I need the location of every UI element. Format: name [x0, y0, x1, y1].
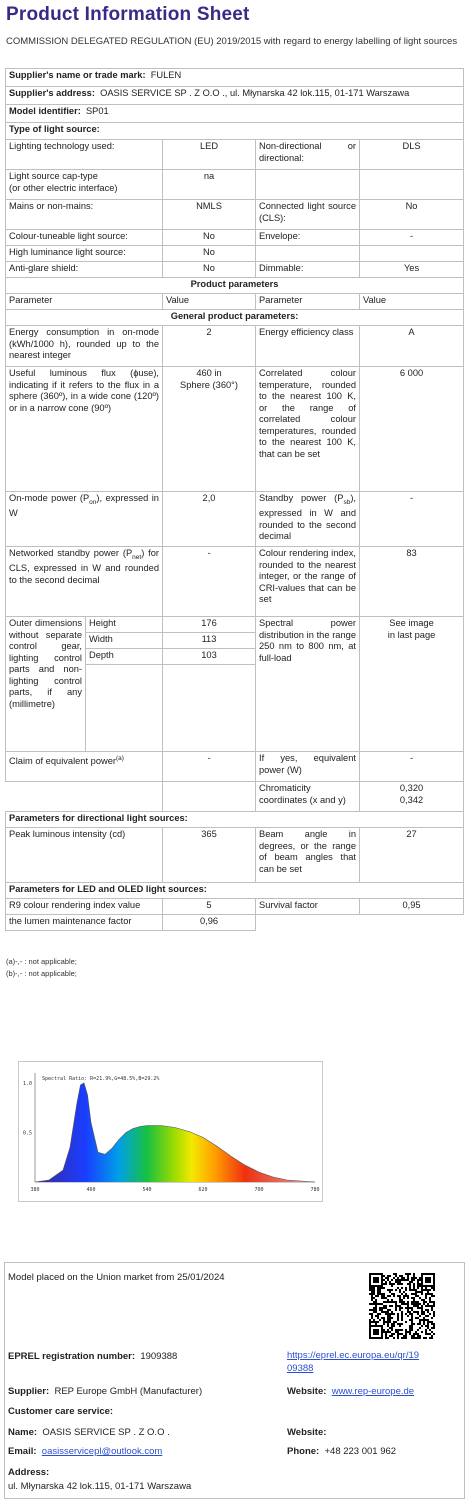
colour-rendering-value: 83	[360, 547, 464, 617]
mains-label: Mains or non-mains:	[6, 200, 163, 230]
on-mode-power-subscript: on	[89, 498, 97, 506]
customer-care-heading: Customer care service:	[8, 1406, 114, 1417]
supplier-row	[8, 1386, 202, 1397]
on-mode-power-text-end: ), expressed in W	[9, 493, 159, 519]
col-header-parameter: Parameter	[6, 294, 163, 310]
supplier-name-label: Supplier's name or trade mark:	[9, 70, 146, 80]
qr-code-icon[interactable]	[369, 1273, 435, 1339]
regulation-subtitle: COMMISSION DELEGATED REGULATION (EU) 2019/2015 with regard to energy labelling of light sources	[6, 36, 458, 47]
networked-standby-subscript: net	[132, 553, 142, 561]
equivalent-power-claim-label	[6, 752, 163, 782]
dimmable-label: Dimmable:	[256, 262, 360, 278]
standby-power-value: -	[360, 492, 464, 547]
directional-value: DLS	[360, 140, 464, 170]
model-identifier-label: Model identifier:	[9, 106, 81, 116]
empty-cell	[256, 246, 360, 262]
energy-class-value: A	[360, 326, 464, 367]
on-mode-power-label	[6, 492, 163, 547]
standby-power-text-end: ), expressed in W and rounded to the second decimal	[259, 493, 356, 542]
width-value: 113	[163, 633, 256, 649]
supplier-address-label: Supplier's address:	[9, 88, 95, 98]
cap-type-label-line2: (or other electric interface)	[9, 182, 118, 193]
care-address-value: ul. Młynarska 42 lok.115, 01-171 Warszawa	[8, 1481, 192, 1492]
website-row	[287, 1386, 414, 1397]
y-tick-label: 0.5	[22, 1130, 32, 1137]
empty-cell	[86, 665, 163, 752]
cap-type-label	[6, 170, 163, 200]
eprel-value: 1909388	[140, 1351, 178, 1362]
model-identifier-row	[6, 105, 464, 123]
empty-cell	[360, 915, 464, 931]
beam-angle-value: 27	[360, 828, 464, 883]
survival-factor-label: Survival factor	[256, 899, 360, 915]
empty-cell	[360, 170, 464, 200]
equivalent-power-value: -	[360, 752, 464, 782]
cls-value: No	[360, 200, 464, 230]
envelope-value: -	[360, 230, 464, 246]
spectral-distribution-value-line2: in last page	[387, 629, 436, 640]
empty-cell	[360, 246, 464, 262]
y-tick-label: 1.0	[22, 1080, 32, 1087]
standby-power-label	[256, 492, 360, 547]
general-parameters-heading: General product parameters:	[6, 310, 464, 326]
networked-standby-label	[6, 547, 163, 617]
care-email-link[interactable]: oasisservicepl@outlook.com	[41, 1446, 163, 1457]
high-luminance-value: No	[163, 246, 256, 262]
cap-type-label-line1: Light source cap-type	[9, 171, 98, 181]
x-tick-label: 700	[254, 1187, 264, 1193]
luminous-flux-value-line2: Sphere (360°)	[180, 379, 238, 390]
spectral-chart	[18, 1061, 323, 1202]
directional-parameters-heading: Parameters for directional light sources:	[6, 812, 464, 828]
care-email-row	[8, 1446, 162, 1457]
luminous-flux-value-line1: 460 in	[196, 368, 222, 378]
height-label: Height	[86, 617, 163, 633]
model-identifier-value: SP01	[85, 106, 109, 116]
networked-standby-value: -	[163, 547, 256, 617]
supplier-value: REP Europe GmbH (Manufacturer)	[54, 1386, 203, 1397]
lighting-technology-label: Lighting technology used:	[6, 140, 163, 170]
empty-cell	[6, 782, 163, 812]
empty-cell	[256, 170, 360, 200]
on-mode-power-text: On-mode power (P	[9, 493, 90, 503]
lumen-maintenance-label: the lumen maintenance factor	[6, 915, 163, 931]
col-header-value: Value	[163, 294, 256, 310]
supplier-address-value: OASIS SERVICE SP . Z O.O ., ul. Młynarska 42 lok.115, 01-171 Warszawa	[100, 88, 410, 98]
lighting-technology-value: LED	[163, 140, 256, 170]
spectral-distribution-value-line1: See image	[389, 618, 434, 628]
equivalent-power-label: If yes, equivalent power (W)	[256, 752, 360, 782]
empty-cell	[163, 782, 256, 812]
care-phone-label: Phone:	[287, 1446, 320, 1457]
care-name-row	[8, 1427, 170, 1438]
chromaticity-x: 0,320	[399, 783, 424, 793]
footer-info-box	[4, 1262, 465, 1499]
care-phone-value: +48 223 001 962	[324, 1446, 397, 1457]
footnote-a: (a)-,- : not applicable;	[6, 957, 77, 966]
energy-class-label: Energy efficiency class	[256, 326, 360, 367]
cls-label: Connected light source (CLS):	[256, 200, 360, 230]
col-header-parameter: Parameter	[256, 294, 360, 310]
supplier-address-row	[6, 87, 464, 105]
colour-tuneable-label: Colour-tuneable light source:	[6, 230, 163, 246]
depth-label: Depth	[86, 649, 163, 665]
equivalent-power-claim-text: Claim of equivalent power	[9, 756, 116, 767]
lumen-maintenance-value: 0,96	[163, 915, 256, 931]
luminous-flux-label: Useful luminous flux (ɸuse), indicating if it refers to the flux in a sphere (360º), in a wide cone (120º) or in a narrow cone (90º)	[6, 367, 163, 492]
page-title: Product Information Sheet	[6, 4, 250, 25]
equivalent-power-claim-value: -	[163, 752, 256, 782]
product-parameters-heading: Product parameters	[6, 278, 464, 294]
colour-rendering-label: Colour rendering index, rounded to the nearest integer, or the range of CRI-values that can be set	[256, 547, 360, 617]
empty-cell	[256, 915, 360, 931]
x-tick-label: 540	[142, 1187, 152, 1193]
care-website-label: Website:	[287, 1427, 327, 1438]
envelope-label: Envelope:	[256, 230, 360, 246]
peak-intensity-label: Peak luminous intensity (cd)	[6, 828, 163, 883]
website-label: Website:	[287, 1386, 327, 1397]
supplier-label: Supplier:	[8, 1386, 50, 1397]
dimmable-value: Yes	[360, 262, 464, 278]
x-tick-label: 460	[86, 1187, 96, 1193]
x-tick-label: 620	[198, 1187, 208, 1193]
outer-dimensions-label: Outer dimensions without separate control gear, lighting control parts and non-lighting control parts, if any (millimetre)	[6, 617, 86, 752]
eprel-link-line1[interactable]: https://eprel.ec.europa.eu/qr/19	[287, 1350, 420, 1361]
equivalent-power-claim-note: (a)	[115, 755, 124, 762]
anti-glare-label: Anti-glare shield:	[6, 262, 163, 278]
chart-title: Spectral Ratio: R=21.9%,G=48.5%,B=29.2%	[42, 1076, 160, 1082]
colour-temperature-label: Correlated colour temperature, rounded to the nearest 100 K, or the range of correlated colour temperatures, rounded to the nearest 100 K, that can be set	[256, 367, 360, 492]
footnotes	[6, 956, 77, 980]
care-phone-row	[287, 1446, 396, 1457]
care-address-label: Address:	[8, 1467, 50, 1478]
on-mode-power-value: 2,0	[163, 492, 256, 547]
networked-standby-text-end: ) for CLS, expressed in W and rounded to the second decimal	[9, 548, 159, 585]
energy-consumption-label: Energy consumption in on-mode (kWh/1000 h), rounded up to the nearest integer	[6, 326, 163, 367]
spectral-distribution-label: Spectral power distribution in the range 250 nm to 800 nm, at full-load	[256, 617, 360, 752]
market-date: Model placed on the Union market from 25/01/2024	[8, 1272, 225, 1283]
beam-angle-label: Beam angle in degrees, or the range of beam angles that can be set	[256, 828, 360, 883]
chromaticity-y: 0,342	[399, 794, 424, 805]
website-link[interactable]: www.rep-europe.de	[331, 1386, 415, 1397]
high-luminance-label: High luminance light source:	[6, 246, 163, 262]
colour-temperature-value: 6 000	[360, 367, 464, 492]
chromaticity-label: Chromaticity coordinates (x and y)	[256, 782, 360, 812]
spectral-distribution-value	[360, 617, 464, 752]
energy-consumption-value: 2	[163, 326, 256, 367]
empty-cell	[163, 665, 256, 752]
cap-type-value: na	[163, 170, 256, 200]
col-header-value: Value	[360, 294, 464, 310]
r9-label: R9 colour rendering index value	[6, 899, 163, 915]
eprel-link-line2[interactable]: 09388	[287, 1363, 314, 1374]
eprel-row	[8, 1351, 177, 1362]
care-email-label: Email:	[8, 1446, 37, 1457]
supplier-name-value: FULEN	[150, 70, 182, 80]
directional-label: Non-directional or directional:	[256, 140, 360, 170]
mains-value: NMLS	[163, 200, 256, 230]
x-tick-label: 380	[30, 1187, 40, 1193]
standby-power-subscript: sb	[343, 498, 351, 506]
chromaticity-value	[360, 782, 464, 812]
type-of-light-source-heading: Type of light source:	[6, 123, 464, 140]
eprel-link[interactable]	[287, 1349, 419, 1375]
eprel-label: EPREL registration number:	[8, 1351, 136, 1362]
height-value: 176	[163, 617, 256, 633]
care-name-value: OASIS SERVICE SP . Z O.O .	[42, 1427, 170, 1438]
product-info-table	[5, 68, 464, 931]
care-name-label: Name:	[8, 1427, 38, 1438]
led-parameters-heading: Parameters for LED and OLED light sources:	[6, 883, 464, 899]
spectral-chart-svg	[18, 1061, 323, 1202]
r9-value: 5	[163, 899, 256, 915]
colour-tuneable-value: No	[163, 230, 256, 246]
width-label: Width	[86, 633, 163, 649]
footnote-b: (b)-,- : not applicable;	[6, 969, 77, 978]
networked-standby-text: Networked standby power (P	[9, 548, 133, 558]
survival-factor-value: 0,95	[360, 899, 464, 915]
depth-value: 103	[163, 649, 256, 665]
luminous-flux-value	[163, 367, 256, 492]
x-tick-label: 780	[310, 1187, 320, 1193]
standby-power-text: Standby power (P	[259, 493, 344, 503]
supplier-name-row	[6, 69, 464, 87]
peak-intensity-value: 365	[163, 828, 256, 883]
anti-glare-value: No	[163, 262, 256, 278]
